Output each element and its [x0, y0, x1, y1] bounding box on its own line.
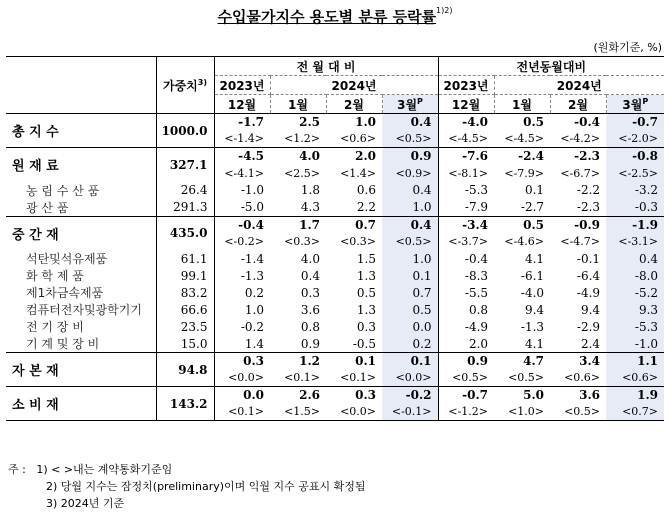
mom-value: 0.1 [326, 353, 382, 370]
mom-contract-value: <1.2> [270, 131, 326, 148]
yoy-contract-value: <0.7> [606, 404, 664, 421]
mom-value: -1.3 [240, 268, 264, 283]
header-mom-mar: 3월$^P$ [382, 95, 438, 114]
mom-value: -5.0 [214, 199, 270, 217]
yoy-contract-value: <-4.7> [560, 235, 601, 248]
mom-value: -0.2 [240, 319, 264, 334]
mom-value: 0.7 [326, 216, 382, 233]
row-label-text: 소 비 재 [12, 398, 59, 413]
mom-value: -1.0 [240, 183, 264, 197]
yoy-contract-value: <0.6> [606, 370, 664, 387]
yoy-value: -1.0 [606, 335, 664, 353]
price-index-table [6, 56, 664, 421]
yoy-contract-value: <-4.2> [550, 131, 606, 148]
yoy-contract-value: <-1.2> [438, 404, 494, 421]
yoy-value: -1.3 [520, 319, 545, 334]
mom-value: 3.6 [300, 302, 320, 317]
yoy-value: 1.1 [606, 353, 664, 370]
mom-value: 0.3 [214, 353, 270, 370]
table-row [6, 267, 664, 284]
yoy-contract-value: <-3.7> [448, 235, 489, 248]
mom-value: -0.2 [382, 387, 438, 404]
mom-value: 0.7 [382, 284, 438, 301]
footnote-3: 3) 2024년 기준 [46, 497, 125, 510]
yoy-contract-value: <-6.7> [560, 166, 601, 180]
row-weight: 66.6 [156, 301, 214, 318]
yoy-value: 9.3 [606, 301, 664, 318]
mom-value: 1.5 [356, 251, 376, 266]
mom-contract-value: <1.4> [340, 166, 376, 180]
mom-contract-value: <0.1> [326, 370, 382, 387]
mom-value: 0.9 [270, 335, 326, 353]
row-label: 농 림 수 산 품 [6, 182, 156, 199]
yoy-value: -0.8 [606, 148, 664, 165]
mom-value: 1.3 [356, 302, 376, 317]
table-row [6, 387, 664, 404]
mom-value: 0.5 [382, 301, 438, 318]
yoy-contract-value: <0.5> [494, 370, 550, 387]
header-mom-2024: 2024년 [270, 76, 438, 95]
yoy-value: 0.9 [438, 353, 494, 370]
mom-value: -1.7 [214, 114, 270, 131]
yoy-contract-value: <-8.1> [448, 166, 489, 180]
mom-value: 4.3 [270, 199, 326, 217]
mom-value: 1.8 [300, 183, 320, 197]
row-weight: 23.5 [156, 318, 214, 335]
mom-value: 0.2 [382, 335, 438, 353]
yoy-contract-value: <-4.5> [494, 131, 550, 148]
yoy-value: 2.4 [550, 335, 606, 353]
header-weight: 가중치$^{3)}$ [156, 57, 214, 114]
mom-value: 0.3 [356, 319, 376, 334]
mom-value: 0.2 [244, 285, 264, 300]
mom-value: 0.3 [326, 387, 382, 404]
table-row [6, 284, 664, 301]
row-label: 화 학 제 품 [6, 267, 156, 284]
yoy-value: -2.9 [576, 319, 601, 334]
table-row [6, 250, 664, 267]
mom-contract-value: <-1.4> [214, 131, 270, 148]
yoy-value: 3.6 [550, 387, 606, 404]
yoy-value: -0.1 [576, 251, 601, 266]
mom-value: 0.0 [214, 387, 270, 404]
yoy-value: -6.1 [520, 268, 545, 283]
unit-label: (원화기준, %) [593, 41, 662, 54]
yoy-value: -5.3 [606, 318, 664, 335]
mom-contract-value: <-4.1> [224, 166, 264, 180]
yoy-value: 4.7 [494, 353, 550, 370]
yoy-value: -3.4 [438, 216, 494, 233]
row-weight: 83.2 [156, 284, 214, 301]
yoy-value: -1.9 [606, 216, 664, 233]
yoy-value: -5.5 [464, 285, 489, 300]
yoy-value: 4.1 [524, 251, 545, 266]
yoy-value: 9.4 [524, 302, 545, 317]
row-label: 전 기 장 비 [6, 318, 156, 335]
row-label: 컴퓨터전자및광학기기 [6, 301, 156, 318]
table-row [6, 335, 664, 353]
yoy-contract-value: <-4.6> [504, 235, 545, 248]
yoy-value: 5.0 [494, 387, 550, 404]
row-weight: 94.8 [156, 353, 214, 387]
yoy-value: -0.3 [606, 199, 664, 217]
mom-value: 0.4 [382, 182, 438, 199]
yoy-value: -6.4 [576, 268, 601, 283]
mom-contract-value: <0.3> [340, 235, 376, 248]
yoy-value: 9.4 [580, 302, 601, 317]
mom-value: -0.5 [326, 335, 382, 353]
mom-contract-value: <-0.1> [382, 404, 438, 421]
row-weight: 99.1 [156, 267, 214, 284]
yoy-value: -2.3 [550, 148, 606, 165]
header-yoy-jan: 1월 [494, 95, 550, 114]
header-yoy-dec: 12월 [438, 95, 494, 114]
table-title [0, 6, 670, 27]
header-mom-feb: 2월 [326, 95, 382, 114]
yoy-contract-value: <0.5> [550, 404, 606, 421]
mom-value: 4.0 [300, 251, 320, 266]
yoy-value: 2.0 [438, 335, 494, 353]
yoy-contract-value: <-7.9> [504, 166, 545, 180]
table-row [6, 182, 664, 199]
mom-value: 1.0 [382, 250, 438, 267]
yoy-value: 0.5 [494, 114, 550, 131]
mom-value: 0.9 [382, 148, 438, 165]
mom-value: -0.4 [214, 216, 270, 233]
header-category [6, 57, 156, 114]
yoy-contract-value: <-2.5> [606, 165, 664, 182]
yoy-value: -0.4 [464, 251, 489, 266]
yoy-value: 4.1 [494, 335, 550, 353]
mom-value: 2.5 [270, 114, 326, 131]
header-yoy-feb: 2월 [550, 95, 606, 114]
mom-value: 2.6 [270, 387, 326, 404]
mom-contract-value: <-0.2> [224, 235, 264, 248]
mom-value: 0.6 [356, 183, 376, 197]
yoy-value: -0.4 [550, 114, 606, 131]
mom-value: 1.0 [326, 114, 382, 131]
row-weight: 1000.0 [156, 114, 214, 148]
mom-contract-value: <0.5> [382, 131, 438, 148]
yoy-value: -7.9 [438, 199, 494, 217]
header-mom-jan: 1월 [270, 95, 326, 114]
yoy-value: -4.0 [520, 285, 545, 300]
yoy-contract-value: <0.5> [438, 370, 494, 387]
mom-value: 0.1 [382, 353, 438, 370]
yoy-value: -2.4 [494, 148, 550, 165]
footnotes [8, 461, 366, 512]
mom-value: 2.0 [326, 148, 382, 165]
mom-contract-value: <0.0> [382, 370, 438, 387]
row-label [6, 216, 156, 250]
header-mom-dec: 12월 [214, 95, 270, 114]
yoy-contract-value: <-2.0> [606, 131, 664, 148]
yoy-value: 0.4 [606, 250, 664, 267]
row-weight: 327.1 [156, 148, 214, 182]
row-label [6, 114, 156, 148]
footnote-2: 2) 당월 지수는 잠정치(preliminary)이며 익월 지수 공표시 확정됨 [46, 480, 366, 493]
mom-value: 2.2 [326, 199, 382, 217]
mom-value: 0.4 [382, 216, 438, 233]
row-label [6, 148, 156, 182]
yoy-value: -0.9 [550, 216, 606, 233]
yoy-value: -8.3 [464, 268, 489, 283]
yoy-contract-value: <1.0> [494, 404, 550, 421]
header-yoy: 전년동월대비 [438, 57, 664, 76]
mom-value: 1.3 [356, 268, 376, 283]
mom-value: 0.4 [382, 114, 438, 131]
mom-value: 0.8 [300, 319, 320, 334]
header-yoy-mar: 3월$^P$ [606, 95, 664, 114]
mom-contract-value: <0.5> [382, 233, 438, 250]
mom-contract-value: <0.3> [284, 235, 320, 248]
table-row [6, 353, 664, 370]
yoy-value: -0.7 [606, 114, 664, 131]
mom-contract-value: <0.6> [326, 131, 382, 148]
yoy-value: 0.1 [524, 183, 545, 197]
header-yoy-2023: 2023년 [438, 76, 494, 95]
yoy-value: -2.2 [576, 183, 601, 197]
mom-value: 0.4 [300, 268, 320, 283]
row-label: 기 계 및 장 비 [6, 335, 156, 353]
row-label [6, 353, 156, 387]
mom-contract-value: <0.9> [382, 165, 438, 182]
yoy-value: -2.7 [494, 199, 550, 217]
yoy-value: -4.0 [438, 114, 494, 131]
table-row [6, 114, 664, 131]
yoy-value: -4.9 [576, 285, 601, 300]
row-label-text: 원 재 료 [12, 159, 59, 175]
yoy-value: 3.4 [550, 353, 606, 370]
row-label-text: 중 간 재 [12, 227, 59, 243]
mom-contract-value: <1.5> [270, 404, 326, 421]
yoy-value: -4.9 [464, 319, 489, 334]
yoy-contract-value: <0.6> [550, 370, 606, 387]
mom-value: 1.0 [244, 302, 264, 317]
mom-contract-value: <0.0> [214, 370, 270, 387]
mom-value: -1.4 [240, 251, 264, 266]
table-row [6, 148, 664, 165]
yoy-value: 0.8 [468, 302, 489, 317]
row-weight: 15.0 [156, 335, 214, 353]
mom-value: 0.1 [382, 267, 438, 284]
row-label: 석탄및석유제품 [6, 250, 156, 267]
yoy-value: 0.5 [494, 216, 550, 233]
title-footnote-ref: 1)2) [436, 6, 453, 15]
yoy-value: -5.3 [464, 183, 489, 197]
row-weight: 26.4 [156, 182, 214, 199]
mom-contract-value: <0.1> [214, 404, 270, 421]
table-row [6, 301, 664, 318]
footnote-1: 주 : 1) < >내는 계약통화기준임 [8, 463, 173, 476]
table-row [6, 216, 664, 233]
row-weight: 143.2 [156, 387, 214, 421]
row-weight: 291.3 [156, 199, 214, 217]
mom-contract-value: <2.5> [284, 166, 320, 180]
row-label: 광 산 품 [6, 199, 156, 217]
mom-contract-value: <0.0> [326, 404, 382, 421]
row-label [6, 387, 156, 421]
yoy-value: -8.0 [606, 267, 664, 284]
mom-value: 4.0 [270, 148, 326, 165]
yoy-value: -0.7 [438, 387, 494, 404]
mom-value: 1.7 [270, 216, 326, 233]
header-yoy-2024: 2024년 [494, 76, 664, 95]
title-text: 수입물가지수 용도별 분류 등락률 [217, 8, 437, 26]
header-mom-2023: 2023년 [214, 76, 270, 95]
mom-value: -4.5 [214, 148, 270, 165]
row-weight: 61.1 [156, 250, 214, 267]
mom-value: 0.3 [300, 285, 320, 300]
yoy-value: -2.3 [550, 199, 606, 217]
mom-value: 1.4 [214, 335, 270, 353]
table-row [6, 318, 664, 335]
row-label: 제1차금속제품 [6, 284, 156, 301]
mom-value: 0.0 [382, 318, 438, 335]
mom-value: 1.0 [382, 199, 438, 217]
mom-value: 0.5 [356, 285, 376, 300]
row-label-text: 총 지 수 [12, 125, 59, 140]
yoy-value: 1.9 [606, 387, 664, 404]
row-weight: 435.0 [156, 216, 214, 250]
mom-contract-value: <0.1> [270, 370, 326, 387]
row-label-text: 자 본 재 [12, 364, 59, 379]
table-row [6, 199, 664, 217]
mom-value: 1.2 [270, 353, 326, 370]
yoy-value: -7.6 [438, 148, 494, 165]
header-mom: 전 월 대 비 [214, 57, 438, 76]
yoy-contract-value: <-3.1> [606, 233, 664, 250]
yoy-value: -5.2 [606, 284, 664, 301]
yoy-value: -3.2 [606, 182, 664, 199]
yoy-contract-value: <-4.5> [438, 131, 494, 148]
